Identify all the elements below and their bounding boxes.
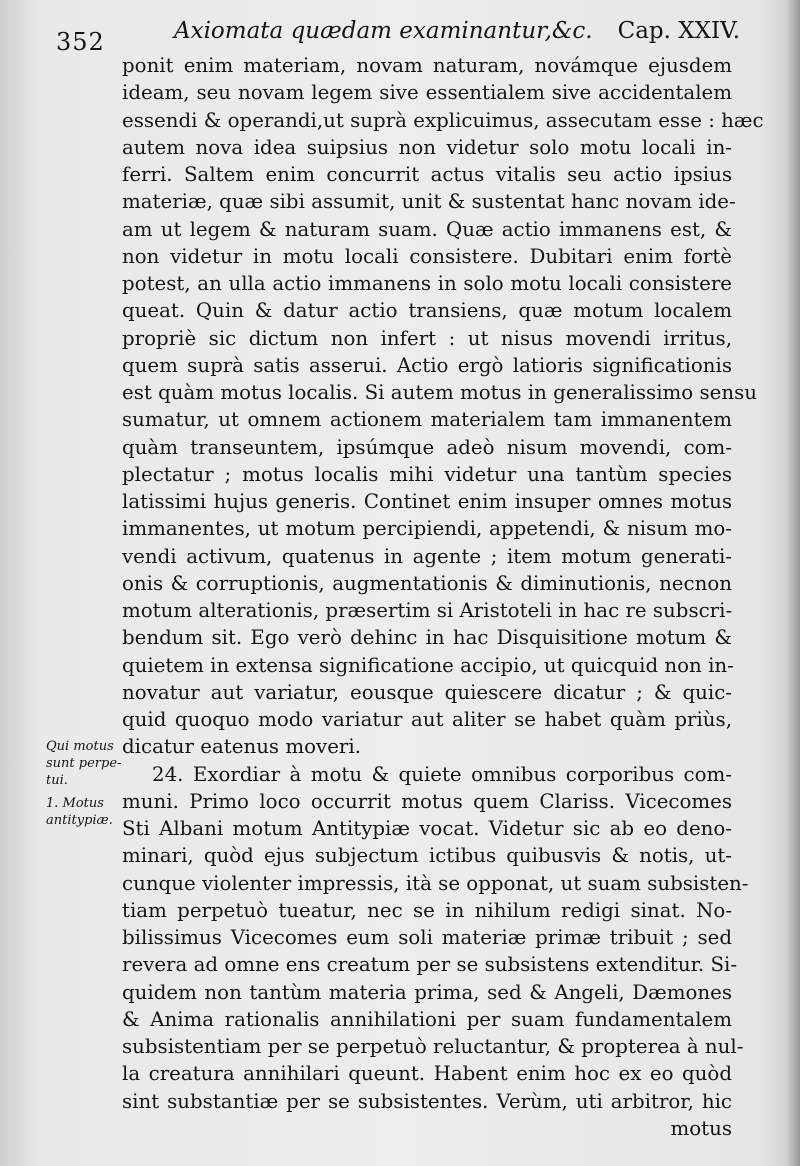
text-line: subsistentiam per se perpetuò reluctantur, & propterea à nul- [122, 1035, 744, 1058]
text-line: non videtur in motu locali consistere. Dubitari enim fortè [122, 244, 732, 268]
margin-note [46, 738, 121, 789]
text-line: materiæ, quæ sibi assumit, unit & sustentat hanc novam ide- [122, 190, 736, 214]
text-line: immanentes, ut motum percipiendi, appetendi, & nisum mo- [122, 517, 732, 541]
page-number: 352 [56, 28, 105, 56]
text-line: potest, an ulla actio immanens in solo motu locali consistere [122, 272, 732, 295]
chapter-label: Cap. XXIV. [617, 18, 740, 44]
text-line: revera ad omne ens creatum per se subsistens extenditur. Si- [122, 953, 738, 977]
text-line: minari, quòd ejus subjectum ictibus quibusvis & notis, ut- [122, 844, 732, 868]
margin-note-line: sunt perpe- [46, 756, 122, 771]
text-line: muni. Primo loco occurrit motus quem Clariss. Vicecomes [122, 789, 732, 813]
text-line: ferri. Saltem enim concurrit actus vitalis seu actio ipsius [122, 163, 732, 186]
text-line: autem nova idea suipsius non videtur solo motu locali in- [122, 135, 732, 159]
text-line: quem suprà satis asserui. Actio ergò latioris significationis [122, 353, 732, 377]
margin-note-line: Qui motus [46, 739, 114, 754]
text-line: propriè sic dictum non infert : ut nisus movendi irritus, [122, 326, 732, 350]
text-line: bendum sit. Ego verò dehinc in hac Disquisitione motum & [122, 626, 732, 650]
text-line: ideam, seu novam legem sive essentialem sive accidentalem [122, 81, 732, 105]
text-line: essendi & operandi,ut suprà explicuimus, assecutam esse : hæc [122, 108, 764, 132]
body-text [122, 52, 764, 1142]
text-line: onis & corruptionis, augmentationis & diminutionis, necnon [122, 571, 732, 595]
running-title: Axiomata quædam examinantur,&c. [174, 18, 593, 44]
margin-note-line: 1. Motus [46, 796, 104, 811]
text-line: la creatura annihilari queunt. Habent enim hoc ex eo quòd [122, 1062, 732, 1086]
text-line: motum alterationis, præsertim si Aristoteli in hac re subscri- [122, 599, 733, 622]
margin-note-line: tui. [46, 773, 68, 788]
text-line: dicatur eatenus moveri. [122, 735, 361, 759]
text-line: latissimi hujus generis. Continet enim insuper omnes motus [122, 490, 732, 513]
text-line: queat. Quin & datur actio transiens, quæ motum localem [122, 299, 732, 323]
running-head [48, 12, 740, 56]
text-line: & Anima rationalis annihilationi per suam fundamentalem [122, 1007, 732, 1031]
text-line: sint substantiæ per se subsistentes. Verùm, uti arbitror, hic [122, 1089, 732, 1113]
text-line: vendi activum, quatenus in agente ; item motum generati- [122, 544, 732, 568]
margin-note [46, 795, 121, 829]
text-line: novatur aut variatur, eousque quiescere dicatur ; & quic- [122, 680, 732, 704]
text-line: est quàm motus localis. Si autem motus in generalissimo sensu [122, 381, 757, 404]
text-line: am ut legem & naturam suam. Quæ actio immanens est, & [122, 217, 732, 241]
page-gutter-shadow [786, 0, 800, 1166]
text-line: cunque violenter impressis, ità se opponat, ut suam subsisten- [122, 871, 749, 895]
text-line: Sti Albani motum Antitypiæ vocat. Videtur sic ab eo deno- [122, 817, 732, 840]
text-line: tiam perpetuò tueatur, nec se in nihilum redigi sinat. No- [122, 898, 732, 922]
text-line: bilissimus Vicecomes eum soli materiæ primæ tribuit ; sed [122, 926, 732, 949]
text-line: 24. Exordiar à motu & quiete omnibus corporibus com- [152, 762, 732, 786]
text-line: quietem in extensa significatione accipio, ut quicquid non in- [122, 653, 734, 677]
margin-notes [46, 738, 121, 829]
text-line: quàm transeuntem, ipsúmque adeò nisum movendi, com- [122, 435, 732, 459]
catchword: motus [670, 1116, 732, 1140]
text-line: sumatur, ut omnem actionem materialem tam immanentem [122, 408, 732, 432]
text-line: ponit enim materiam, novam naturam, novámque ejusdem [122, 54, 732, 77]
margin-note-line: antitypiæ. [46, 813, 113, 828]
text-line: quidem non tantùm materia prima, sed & Angeli, Dæmones [122, 980, 732, 1004]
text-line: quid quoquo modo variatur aut aliter se habet quàm priùs, [122, 708, 732, 731]
text-line: plectatur ; motus localis mihi videtur una tantùm species [122, 462, 732, 486]
